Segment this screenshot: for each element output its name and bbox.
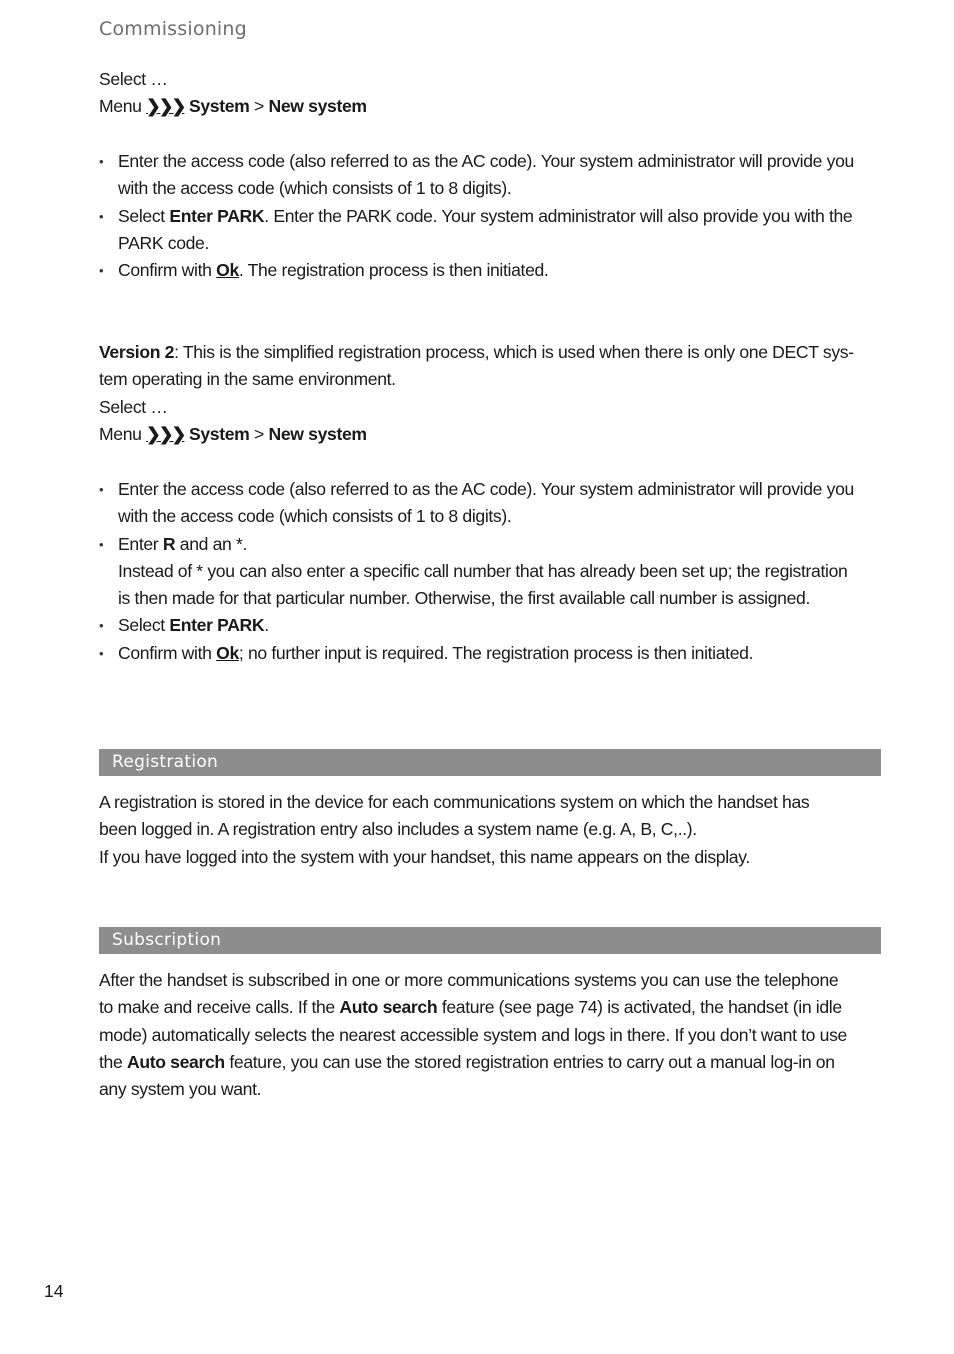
select-line: Select … [99,396,168,417]
menu-separator: > [254,423,264,444]
version1-steps [99,148,889,284]
list-item: • Enter the access code (also referred to as the AC code). Your system administrator will provide you with the access code (which consists of 1 to 8 digits). [99,476,889,531]
menu-system: System [188,96,250,117]
version2-block: Version 2: This is the simplified registration process, which is used when there is only one DECT sys- tem operating in the same environment. Select … Menu ❯❯❯ System > New system [99,339,889,448]
registration-heading: Registration [99,749,881,776]
registration-text: A registration is stored in the device for each communications system on which the handset has been logged in. A registration entry also includes a system name (e.g. A, B, C,..). If you have logged into the system with your handset, this name appears on the display. [99,792,810,867]
menu-path [99,93,889,120]
auto-search-label: Auto search [126,1051,225,1072]
subscription-text: After the handset is subscribed in one or more communications systems you can use the telephone to make and receive calls. If the Auto search feature (see page 74) is activated, the handset (in idle mode) automatically selects the nearest accessible system and logs in there. If you don’t want to use the Auto search feature, you can use the stored registration entries to carry out a manual log-in on any system you want. [99,970,847,1100]
list-item: • Enter R and an *. Instead of * you can also enter a specific call number that has already been set up; the registration is then made for that particular number. Otherwise, the first available call number is assigned. [99,531,889,613]
menu-new-system: New system [268,96,367,117]
ok-softkey-label: Ok [216,642,239,663]
list-item: • Enter the access code (also referred to as the AC code). Your system administrator will provide you with the access code (which consists of 1 to 8 digits). [99,148,889,203]
menu-system: System [188,423,250,444]
list-item: • Select Enter PARK. Enter the PARK code. Your system administrator will also provide you with the PARK code. [99,203,889,258]
menu-label: Menu [99,96,142,117]
page-number: 14 [44,1281,64,1301]
version1-block [99,66,889,121]
menu-separator: > [254,96,264,117]
menu-arrows-icon: ❯❯❯ [146,96,185,117]
ok-softkey-label: Ok [216,260,239,281]
menu-path [99,421,889,448]
menu-label: Menu [99,423,142,444]
enter-park-label: Enter PARK [169,205,265,226]
version2-label: Version 2 [99,342,175,362]
list-item: • Select Enter PARK. [99,612,889,639]
enter-park-label: Enter PARK [169,615,265,636]
select-line: Select … [99,69,168,89]
running-header: Commissioning [99,18,247,40]
auto-search-label: Auto search [339,997,438,1018]
menu-new-system: New system [268,423,367,444]
r-key-label: R [162,533,176,554]
version2-steps [99,476,889,667]
subscription-heading: Subscription [99,927,881,954]
menu-arrows-icon: ❯❯❯ [146,423,185,444]
list-item: • Confirm with Ok. The registration process is then initiated. [99,257,889,284]
list-item: • Confirm with Ok; no further input is required. The registration process is then initiated. [99,640,889,667]
